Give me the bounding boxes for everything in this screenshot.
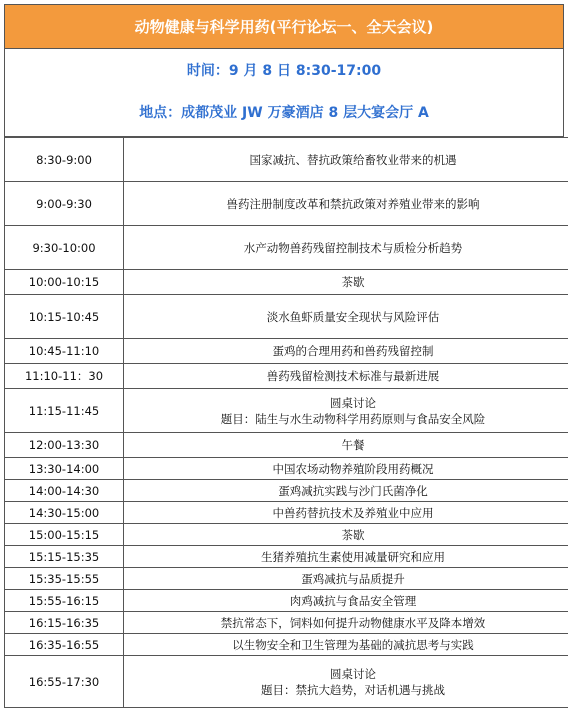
table-row [5, 433, 568, 458]
session-title: 茶歇 [128, 274, 568, 290]
session-title-cell [124, 138, 568, 182]
session-title: 中国农场动物养殖阶段用药概况 [128, 461, 568, 477]
session-title: 以生物安全和卫生管理为基础的减抗思考与实践 [128, 637, 568, 653]
agenda-info [4, 49, 564, 137]
table-row [5, 295, 568, 339]
session-time: 9:00-9:30 [5, 182, 124, 226]
session-title: 禁抗常态下，饲料如何提升动物健康水平及降本增效 [128, 615, 568, 631]
session-title: 兽药残留检测技术标准与最新进展 [128, 368, 568, 384]
table-row [5, 182, 568, 226]
session-title-cell [124, 458, 568, 480]
session-time: 8:30-9:00 [5, 138, 124, 182]
table-row [5, 656, 568, 708]
session-title: 蛋鸡的合理用药和兽药残留控制 [128, 343, 568, 359]
session-title: 肉鸡减抗与食品安全管理 [128, 593, 568, 609]
session-title: 兽药注册制度改革和禁抗政策对养殖业带来的影响 [128, 196, 568, 212]
session-time: 15:15-15:35 [5, 546, 124, 568]
table-row [5, 612, 568, 634]
session-time: 11:15-11:45 [5, 389, 124, 433]
table-row [5, 458, 568, 480]
session-title-cell [124, 546, 568, 568]
session-title: 国家减抗、替抗政策给畜牧业带来的机遇 [128, 152, 568, 168]
table-row [5, 364, 568, 389]
table-row [5, 270, 568, 295]
session-time: 10:45-11:10 [5, 339, 124, 364]
table-row [5, 568, 568, 590]
table-row [5, 502, 568, 524]
session-title: 茶歇 [128, 527, 568, 543]
session-title-cell [124, 634, 568, 656]
session-title-cell [124, 590, 568, 612]
session-time: 14:30-15:00 [5, 502, 124, 524]
session-title-cell [124, 226, 568, 270]
session-time: 10:15-10:45 [5, 295, 124, 339]
session-title: 生猪养殖抗生素使用减量研究和应用 [128, 549, 568, 565]
session-title: 中兽药替抗技术及养殖业中应用 [128, 505, 568, 521]
session-title: 水产动物兽药残留控制技术与质检分析趋势 [128, 240, 568, 256]
session-subtitle: 题目：陆生与水生动物科学用药原则与食品安全风险 [128, 411, 568, 427]
session-title-cell [124, 502, 568, 524]
table-row [5, 226, 568, 270]
session-title: 圆桌讨论 [128, 395, 568, 411]
table-row [5, 480, 568, 502]
session-time: 12:00-13:30 [5, 433, 124, 458]
session-subtitle: 题目：禁抗大趋势，对话机遇与挑战 [128, 682, 568, 698]
session-time: 15:55-16:15 [5, 590, 124, 612]
table-row [5, 339, 568, 364]
session-title-cell [124, 270, 568, 295]
session-time: 16:15-16:35 [5, 612, 124, 634]
session-title-cell [124, 480, 568, 502]
table-row [5, 389, 568, 433]
schedule-table [4, 137, 568, 708]
table-row [5, 634, 568, 656]
session-time: 9:30-10:00 [5, 226, 124, 270]
session-title-cell [124, 568, 568, 590]
session-title-cell [124, 612, 568, 634]
session-title-cell [124, 339, 568, 364]
session-title: 圆桌讨论 [128, 666, 568, 682]
session-time: 16:35-16:55 [5, 634, 124, 656]
session-time: 15:35-15:55 [5, 568, 124, 590]
session-title-cell [124, 433, 568, 458]
session-time: 15:00-15:15 [5, 524, 124, 546]
session-time: 11:10-11：30 [5, 364, 124, 389]
session-title: 蛋鸡减抗实践与沙门氏菌净化 [128, 483, 568, 499]
session-title-cell [124, 389, 568, 433]
session-title-cell [124, 656, 568, 708]
session-title-cell [124, 295, 568, 339]
session-title-cell [124, 524, 568, 546]
session-title: 淡水鱼虾质量安全现状与风险评估 [128, 309, 568, 325]
session-time: 16:55-17:30 [5, 656, 124, 708]
session-title-cell [124, 364, 568, 389]
session-time: 13:30-14:00 [5, 458, 124, 480]
session-title: 午餐 [128, 437, 568, 453]
session-time: 10:00-10:15 [5, 270, 124, 295]
time-line: 时间：9 月 8 日 8:30-17:00 [5, 60, 563, 80]
agenda-title: 动物健康与科学用药(平行论坛一、全天会议) [4, 4, 564, 49]
session-time: 14:00-14:30 [5, 480, 124, 502]
table-row [5, 546, 568, 568]
session-title: 蛋鸡减抗与品质提升 [128, 571, 568, 587]
table-row [5, 138, 568, 182]
place-line: 地点：成都茂业 JW 万豪酒店 8 层大宴会厅 A [5, 102, 563, 122]
table-row [5, 590, 568, 612]
session-title-cell [124, 182, 568, 226]
table-row [5, 524, 568, 546]
